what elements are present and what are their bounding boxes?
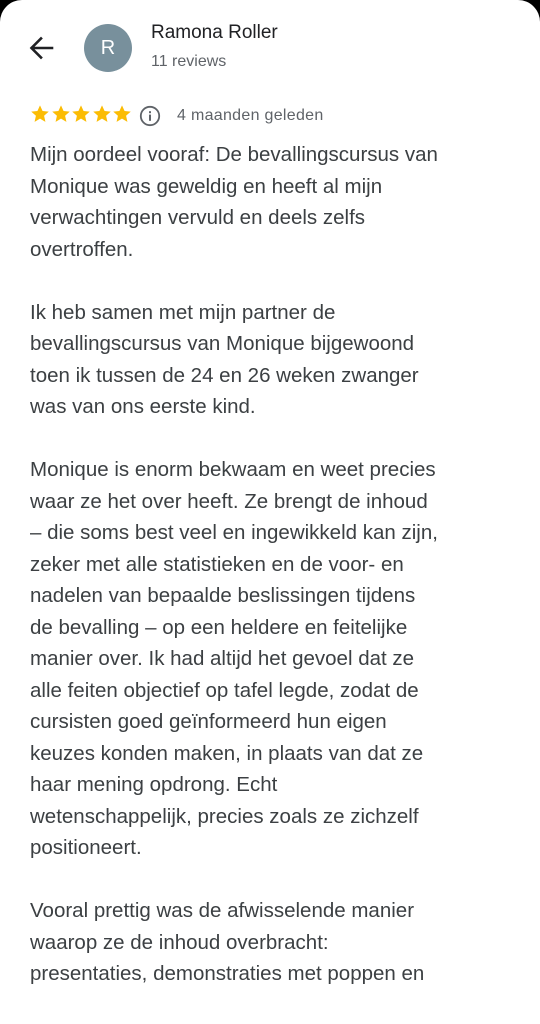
review-paragraph bbox=[30, 139, 520, 265]
review-line: Mijn oordeel vooraf: De bevallingscursus van bbox=[30, 143, 438, 166]
star-icon bbox=[51, 104, 71, 124]
review-line: toen ik tussen de 24 en 26 weken zwanger bbox=[30, 363, 419, 387]
review-paragraph bbox=[30, 297, 520, 423]
review-line: positioneert. bbox=[30, 836, 142, 859]
review-line: verwachtingen vervuld en deels zelfs bbox=[30, 206, 366, 229]
review-line: – die soms best veel en ingewikkeld kan zijn, bbox=[30, 521, 438, 544]
review-line: alle feiten objectief op tafel legde, zodat de bbox=[30, 678, 419, 702]
reviewer-review-count: 11 reviews bbox=[151, 53, 227, 70]
review-line: haar mening opdrong. Echt bbox=[30, 773, 278, 796]
star-icon bbox=[71, 104, 91, 124]
review-date: 4 maanden geleden bbox=[177, 107, 324, 124]
back-button[interactable] bbox=[22, 28, 62, 68]
review-line: waarop ze de inhoud overbracht: bbox=[30, 930, 329, 954]
review-line: Ik heb samen met mijn partner de bbox=[30, 300, 336, 324]
star-icon bbox=[112, 104, 132, 124]
review-line: zeker met alle statistieken en de voor- en bbox=[30, 552, 404, 576]
review-line: Vooral prettig was de afwisselende manier bbox=[30, 899, 415, 922]
star-icon bbox=[30, 104, 50, 124]
review-line: Monique is enorm bekwaam en weet precies bbox=[30, 458, 436, 481]
review-line: de bevalling – op een heldere en feitelijke bbox=[30, 615, 408, 639]
review-line: cursisten goed geïnformeerd hun eigen bbox=[30, 710, 387, 733]
review-line: Monique was geweldig en heeft al mijn bbox=[30, 174, 383, 198]
review-line: presentaties, demonstraties met poppen en bbox=[30, 962, 425, 985]
review-paragraph bbox=[30, 895, 520, 990]
review-line: keuzes konden maken, in plaats van dat ze bbox=[30, 741, 424, 765]
reviewer-name[interactable]: Ramona Roller bbox=[151, 22, 278, 43]
arrow-left-icon bbox=[22, 28, 62, 68]
star-icon bbox=[92, 104, 112, 124]
review-line: bevallingscursus van Monique bijgewoond bbox=[30, 332, 415, 355]
review-paragraph bbox=[30, 454, 520, 864]
review-line: wetenschappelijk, precies zoals ze zichzelf bbox=[30, 804, 419, 828]
star-rating bbox=[30, 104, 133, 128]
review-text bbox=[30, 139, 520, 1021]
rating-row bbox=[30, 102, 520, 130]
review-line: was van ons eerste kind. bbox=[30, 395, 256, 418]
info-icon[interactable] bbox=[139, 105, 161, 127]
review-line: manier over. Ik had altijd het gevoel dat ze bbox=[30, 647, 415, 670]
review-line: waar ze het over heeft. Ze brengt de inhoud bbox=[30, 489, 428, 513]
review-line: nadelen van bepaalde beslissingen tijdens bbox=[30, 584, 416, 607]
avatar[interactable]: R bbox=[84, 24, 132, 72]
review-header bbox=[0, 0, 540, 92]
review-line: overtroffen. bbox=[30, 237, 134, 261]
